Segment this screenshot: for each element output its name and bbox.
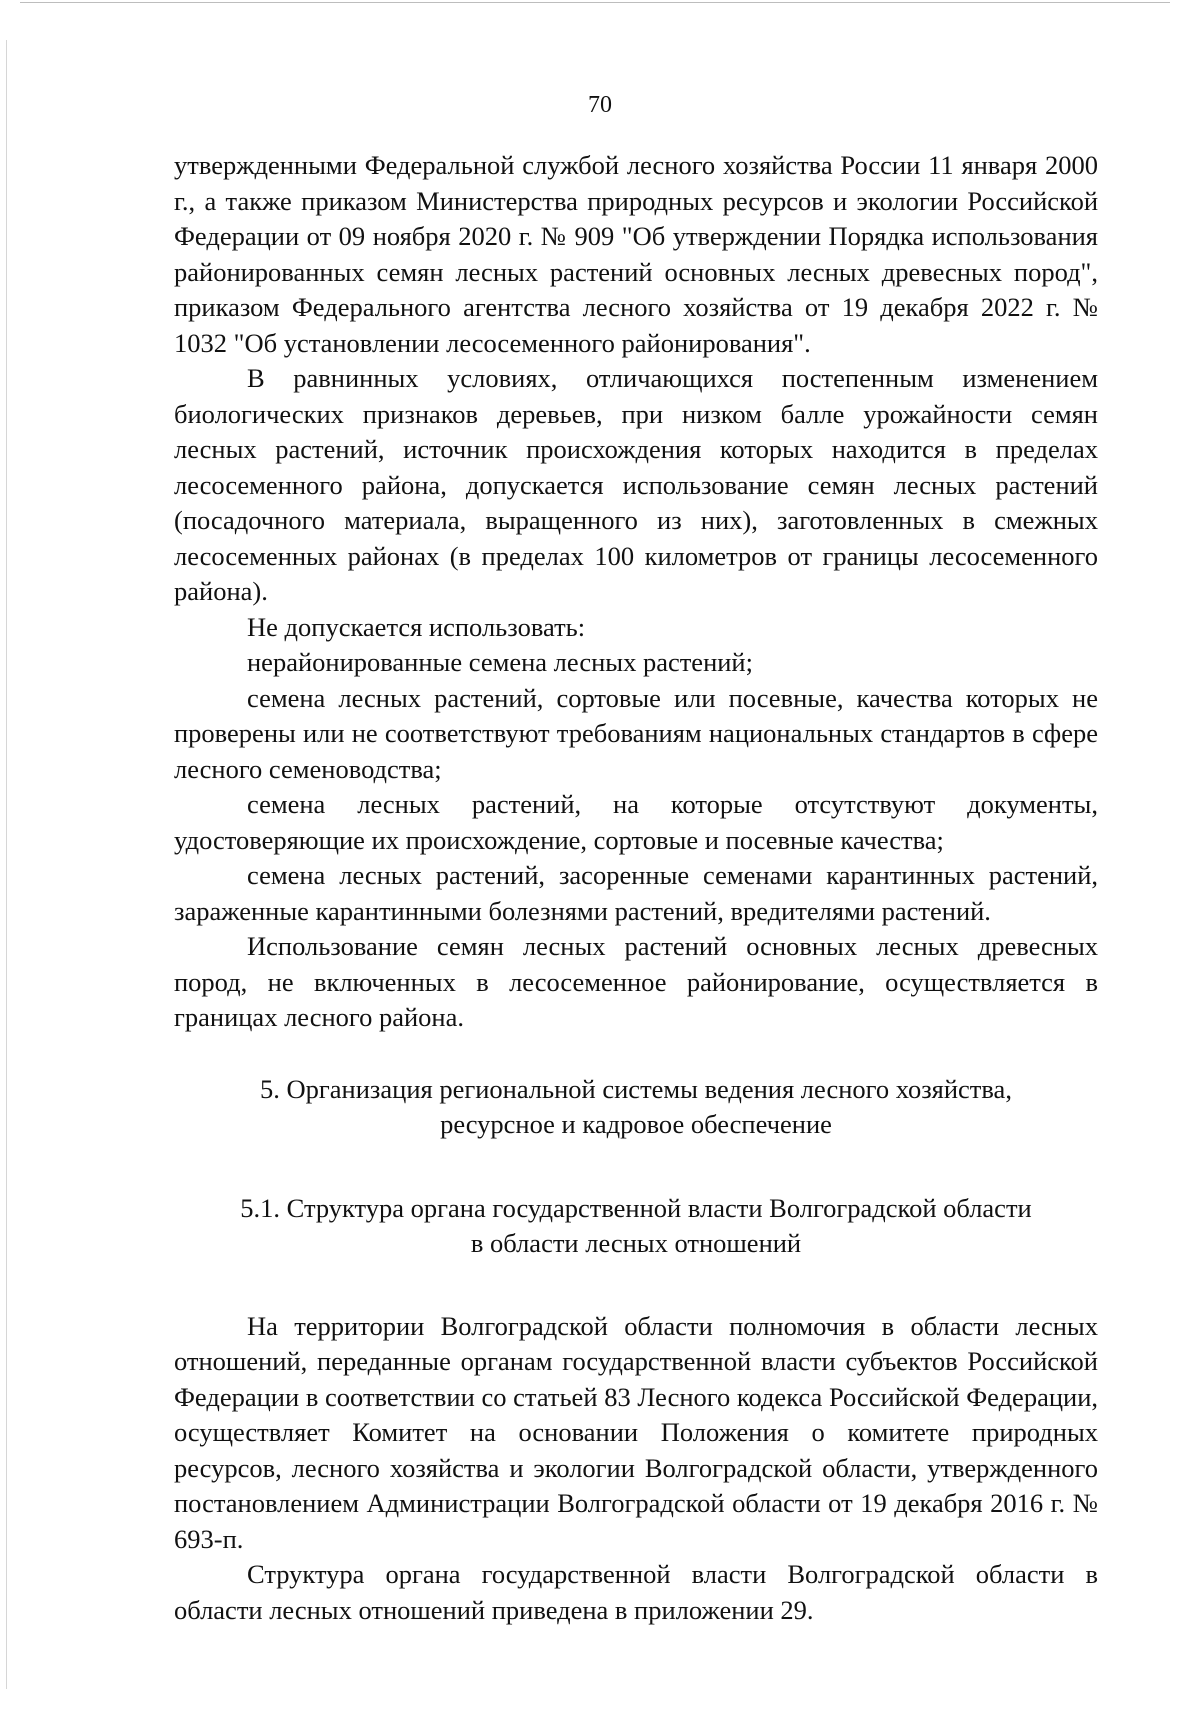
paragraphs-block-2 xyxy=(174,1309,1098,1629)
list-item-unverified-seeds: семена лесных растений, сортовые или посевные, качества которых не проверены или не соответствуют требованиям национальных стандартов в сфере лесного семеноводства; xyxy=(174,682,1098,784)
section-5-heading-line-2: ресурсное и кадровое обеспечение xyxy=(440,1109,832,1139)
paragraph-seed-usage: Использование семян лесных растений основных лесных древесных пород, не включенных в лесосеменное районирование, осуществляется в границах лесного района. xyxy=(174,931,1098,1032)
list-item-quarantine-seeds: семена лесных растений, засоренные семенами карантинных растений, зараженные карантинными болезнями растений, вредителями растений. xyxy=(174,860,1098,926)
section-5-heading-line-1: 5. Организация региональной системы ведения лесного хозяйства, xyxy=(260,1073,1012,1104)
paragraph-not-allowed: Не допускается использовать: xyxy=(247,611,586,642)
page-number: 70 xyxy=(588,92,612,118)
paragraph-plains-conditions: В равнинных условиях, отличающихся постепенным изменением биологических признаков деревьев, при низком балле урожайности семян лесных растений, источник происхождения которых находится в пределах лесосеменного района, допускается использование семян лесных растений (посадочного материала, выращенного из них), заготовленных в смежных лесосеменных районах (в пределах 100 километров от границы лесосеменного района). xyxy=(174,363,1098,606)
list-item-non-zoned-seeds: нерайонированные семена лесных растений; xyxy=(247,647,753,677)
section-5-1-heading xyxy=(174,1191,1098,1262)
section-5-1-heading-line-2: в области лесных отношений xyxy=(470,1228,802,1258)
paragraph-authority-structure: Структура органа государственной власти Волгоградской области в области лесных отношений приведена в приложении 29. xyxy=(174,1559,1098,1625)
list-item-undocumented-seeds: семена лесных растений, на которые отсутствуют документы, удостоверяющие их происхождение, сортовые и посевные качества; xyxy=(174,789,1098,855)
paragraph-territory-powers: На территории Волгоградской области полномочия в области лесных отношений, переданные органам государственной власти субъектов Российской Федерации в соответствии со статьей 83 Лесного кодекса Российской Федерации, осуществляет Комитет на основании Положения о комитете природных ресурсов, лесного хозяйства и экологии Волгоградской области, утвержденного постановлением Администрации Волгоградской области от 19 декабря 2016 г. № 693-п. xyxy=(174,1310,1098,1554)
section-5-1-heading-line-1: 5.1. Структура органа государственной власти Волгоградской области xyxy=(240,1192,1032,1223)
scan-top-edge xyxy=(20,2,1170,3)
scan-left-edge xyxy=(6,40,7,1689)
document-body xyxy=(174,148,1098,1628)
section-5-heading xyxy=(174,1072,1098,1143)
paragraphs-block-1 xyxy=(174,148,1098,1036)
paragraph-intro-continuation: утвержденными Федеральной службой лесного хозяйства России 11 января 2000 г., а также приказом Министерства природных ресурсов и экологии Российской Федерации от 09 ноября 2020 г. № 909 "Об утверждении Порядка использования районированных семян лесных растений основных лесных древесных пород", приказом Федерального агентства лесного хозяйства от 19 декабря 2022 г. № 1032 "Об установлении лесосеменного районирования". xyxy=(174,150,1098,358)
